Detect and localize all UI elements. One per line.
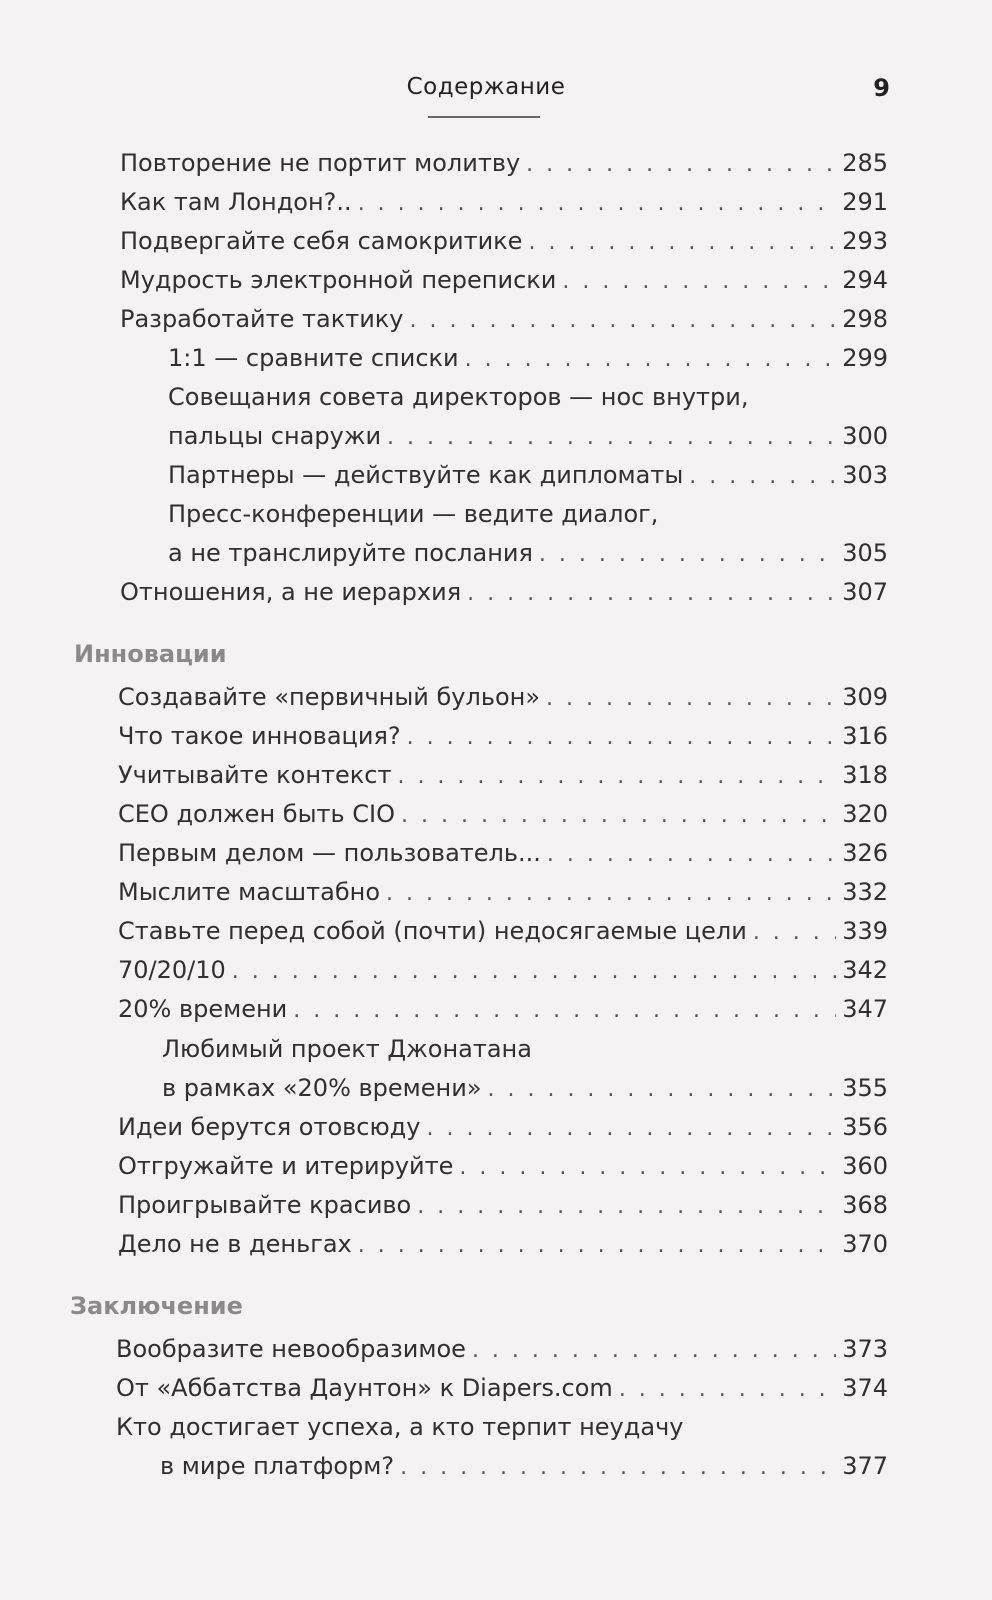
toc-subentry[interactable] bbox=[162, 1069, 888, 1107]
toc-subentry-line1: Пресс-конференции — ведите диалог, bbox=[168, 500, 659, 528]
toc-entry[interactable] bbox=[120, 300, 888, 338]
toc-entry[interactable] bbox=[118, 678, 888, 716]
toc-entry-title: Мыслите масштабно bbox=[118, 878, 380, 906]
toc-subentry[interactable] bbox=[168, 456, 888, 494]
toc-subentry[interactable] bbox=[168, 534, 888, 572]
toc-entry-page: 303 bbox=[842, 461, 888, 489]
toc-entry-title: Идеи берутся отовсюду bbox=[118, 1113, 421, 1141]
leader-dots bbox=[472, 1332, 836, 1370]
toc-entry-title: Первым делом — пользователь... bbox=[118, 839, 541, 867]
toc-entry-page: 299 bbox=[842, 344, 888, 372]
leader-dots bbox=[528, 224, 836, 262]
toc-entry[interactable] bbox=[118, 1147, 888, 1185]
toc-entry-page: 339 bbox=[842, 917, 888, 945]
toc-entry-page: 374 bbox=[842, 1374, 888, 1402]
leader-dots bbox=[407, 719, 837, 757]
toc-entry-page: 377 bbox=[842, 1452, 888, 1480]
leader-dots bbox=[417, 1188, 836, 1226]
toc-entry-title: в рамках «20% времени» bbox=[162, 1074, 482, 1102]
leader-dots bbox=[547, 836, 836, 874]
toc-entry-page: 318 bbox=[842, 761, 888, 789]
toc-subentry[interactable] bbox=[168, 339, 888, 377]
toc-entry-page: 307 bbox=[842, 578, 888, 606]
leader-dots bbox=[293, 992, 836, 1030]
toc-entry[interactable] bbox=[118, 717, 888, 755]
leader-dots bbox=[401, 797, 836, 835]
toc-entry-title: 1:1 — сравните списки bbox=[168, 344, 459, 372]
toc-entry[interactable] bbox=[118, 990, 888, 1028]
toc-entry-page: 368 bbox=[842, 1191, 888, 1219]
toc-entry-page: 326 bbox=[842, 839, 888, 867]
toc-entry[interactable] bbox=[116, 1369, 888, 1407]
leader-dots bbox=[562, 263, 836, 301]
toc-entry[interactable] bbox=[118, 912, 888, 950]
leader-dots bbox=[459, 1149, 836, 1187]
toc-entry-page: 356 bbox=[842, 1113, 888, 1141]
toc-entry[interactable] bbox=[116, 1330, 888, 1368]
toc-entry-title: Проигрывайте красиво bbox=[118, 1191, 412, 1219]
leader-dots bbox=[397, 758, 836, 796]
toc-entry[interactable] bbox=[118, 834, 888, 872]
toc-entry-title: Дело не в деньгах bbox=[118, 1230, 352, 1258]
leader-dots bbox=[467, 575, 836, 613]
toc-entry-page: 309 bbox=[842, 683, 888, 711]
toc-entry-page: 291 bbox=[842, 188, 888, 216]
toc-entry-title: От «Аббатства Даунтон» к Diapers.com bbox=[116, 1374, 613, 1402]
toc-entry-title: Отгружайте и итерируйте bbox=[118, 1152, 454, 1180]
leader-dots bbox=[410, 302, 837, 340]
toc-subentry-line1: Любимый проект Джонатана bbox=[162, 1035, 532, 1063]
toc-entry-title: а не транслируйте послания bbox=[168, 539, 533, 567]
leader-dots bbox=[546, 680, 836, 718]
toc-entry[interactable] bbox=[118, 951, 888, 989]
leader-dots bbox=[400, 1449, 836, 1487]
toc-entry-title: Подвергайте себя самокритике bbox=[120, 227, 523, 255]
section-heading-conclusion: Заключение bbox=[70, 1292, 243, 1320]
toc-entry-title: Создавайте «первичный бульон» bbox=[118, 683, 541, 711]
toc-entry-page: 342 bbox=[842, 956, 888, 984]
toc-entry[interactable] bbox=[118, 1108, 888, 1146]
toc-entry-title: Партнеры — действуйте как дипломаты bbox=[168, 461, 684, 489]
toc-entry-title: Что такое инновация? bbox=[118, 722, 401, 750]
leader-dots bbox=[526, 146, 836, 184]
leader-dots bbox=[689, 458, 836, 496]
toc-entry-page: 370 bbox=[842, 1230, 888, 1258]
toc-entry-line1: Кто достигает успеха, а кто терпит неудачу bbox=[116, 1413, 684, 1441]
toc-entry-page: 320 bbox=[842, 800, 888, 828]
toc-entry-title: Мудрость электронной переписки bbox=[120, 266, 557, 294]
toc-entry-title: 70/20/10 bbox=[118, 956, 226, 984]
toc-entry-title: пальцы снаружи bbox=[168, 422, 382, 450]
toc-subentry-line1: Совещания совета директоров — нос внутри, bbox=[168, 383, 749, 411]
toc-entry-page: 316 bbox=[842, 722, 888, 750]
toc-entry-title: Повторение не портит молитву bbox=[120, 149, 521, 177]
toc-entry-page: 355 bbox=[842, 1074, 888, 1102]
leader-dots bbox=[387, 419, 836, 457]
toc-entry[interactable] bbox=[120, 222, 888, 260]
toc-entry-title: Как там Лондон?.. bbox=[120, 188, 352, 216]
toc-entry-page: 332 bbox=[842, 878, 888, 906]
toc-entry[interactable] bbox=[120, 261, 888, 299]
toc-entry-title: Вообразите невообразимое bbox=[116, 1335, 466, 1363]
toc-entry-page: 347 bbox=[842, 995, 888, 1023]
toc-entry-page: 305 bbox=[842, 539, 888, 567]
toc-entry-page: 360 bbox=[842, 1152, 888, 1180]
toc-entry-page: 285 bbox=[842, 149, 888, 177]
toc-entry-title: CEO должен быть CIO bbox=[118, 800, 395, 828]
toc-subentry[interactable] bbox=[168, 417, 888, 455]
toc-entry-page: 293 bbox=[842, 227, 888, 255]
leader-dots bbox=[426, 1110, 836, 1148]
leader-dots bbox=[232, 953, 836, 991]
toc-entry-page: 298 bbox=[842, 305, 888, 333]
section-heading-innovations: Инновации bbox=[74, 640, 227, 668]
toc-entry[interactable] bbox=[118, 1186, 888, 1224]
leader-dots bbox=[358, 185, 837, 223]
leader-dots bbox=[488, 1071, 837, 1109]
toc-entry[interactable] bbox=[160, 1447, 888, 1485]
leader-dots bbox=[619, 1371, 836, 1409]
toc-entry[interactable] bbox=[118, 873, 888, 911]
toc-entry[interactable] bbox=[120, 573, 888, 611]
toc-entry-title: Разработайте тактику bbox=[120, 305, 404, 333]
toc-entry[interactable] bbox=[118, 1225, 888, 1263]
leader-dots bbox=[465, 341, 837, 379]
toc-entry[interactable] bbox=[120, 144, 888, 182]
toc-entry[interactable] bbox=[118, 756, 888, 794]
title-underline bbox=[428, 116, 540, 118]
toc-entry-title: Учитывайте контекст bbox=[118, 761, 392, 789]
toc-entry-page: 294 bbox=[842, 266, 888, 294]
running-title: Содержание bbox=[406, 74, 566, 100]
leader-dots bbox=[358, 1227, 836, 1265]
toc-entry-page: 300 bbox=[842, 422, 888, 450]
toc-entry-title: в мире платформ? bbox=[160, 1452, 395, 1480]
toc-entry-title: 20% времени bbox=[118, 995, 288, 1023]
leader-dots bbox=[386, 875, 836, 913]
toc-entry-title: Отношения, а не иерархия bbox=[120, 578, 462, 606]
page-number: 9 bbox=[873, 74, 890, 102]
toc-entry-title: Ставьте перед собой (почти) недосягаемые цели bbox=[118, 917, 747, 945]
toc-entry[interactable] bbox=[118, 795, 888, 833]
toc-entry[interactable] bbox=[120, 183, 888, 221]
leader-dots bbox=[539, 536, 836, 574]
toc-entry-page: 373 bbox=[842, 1335, 888, 1363]
leader-dots bbox=[753, 914, 836, 952]
